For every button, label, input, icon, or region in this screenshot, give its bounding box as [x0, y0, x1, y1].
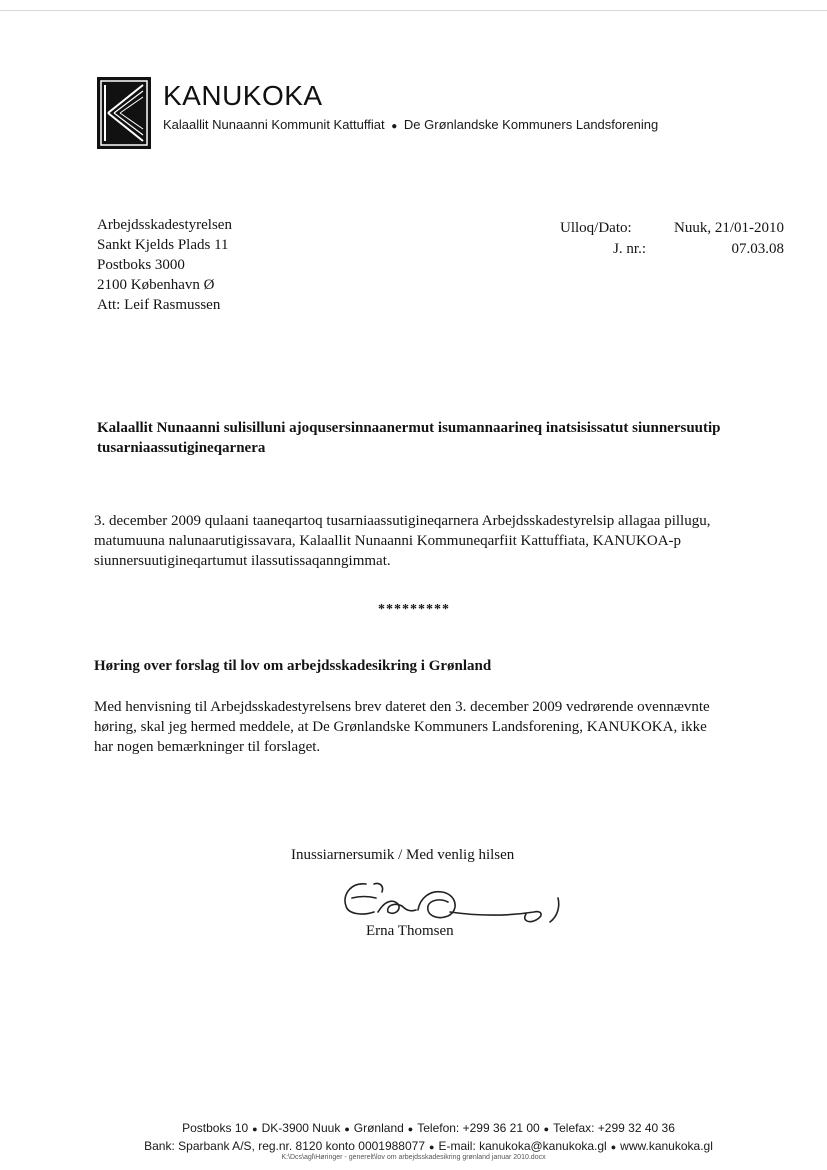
- footer-contact-line: [15, 1139, 827, 1153]
- org-name: KANUKOKA: [163, 80, 323, 111]
- date-value: Nuuk, 21/01-2010: [674, 220, 784, 236]
- jnr-label: J. nr.:: [613, 241, 646, 257]
- bullet-icon: ●: [543, 1124, 550, 1134]
- date-row: [560, 218, 784, 239]
- bullet-icon: ●: [429, 1142, 435, 1152]
- footer-telefon: Telefon: +299 36 21 00: [417, 1121, 540, 1135]
- address-line: Arbejdsskadestyrelsen: [97, 217, 232, 233]
- address-line: 2100 København Ø: [97, 277, 215, 293]
- bullet-icon: ●: [407, 1124, 414, 1134]
- jnr-value: 07.03.08: [731, 241, 784, 257]
- bullet-icon: ●: [391, 121, 398, 132]
- address-line: Postboks 3000: [97, 257, 185, 273]
- org-subtitle: [163, 117, 723, 132]
- footer-web: www.kanukoka.gl: [620, 1139, 713, 1153]
- footer-filepath: K:\Dcs\agl\Høringer - generelt\lov om arbejdsskadesikring grønland januar 2010.docx: [281, 1154, 546, 1161]
- body-paragraph-danish: Med henvisning til Arbejdsskadestyrelsens brev dateret den 3. december 2009 vedrørende ovennævnte høring, skal jeg hermed meddele, at De Grønlandske Kommuners Landsforening, KANUKOKA, ikke har nogen bemærkninger til forslaget.: [94, 699, 710, 755]
- address-line: Att: Leif Rasmussen: [97, 297, 221, 313]
- section-separator: *********: [378, 602, 450, 617]
- date-label: Ulloq/Dato:: [560, 220, 632, 236]
- org-subtitle-greenlandic: Kalaallit Nunaanni Kommunit Kattuffiat: [163, 117, 385, 132]
- footer-telefax: Telefax: +299 32 40 36: [553, 1121, 675, 1135]
- kanukoka-logo-icon: [97, 77, 151, 149]
- bullet-icon: ●: [610, 1142, 617, 1152]
- footer-postboks: Postboks 10: [182, 1121, 249, 1135]
- footer-email: E-mail: kanukoka@kanukoka.gl: [438, 1139, 607, 1153]
- subject-heading-danish: Høring over forslag til lov om arbejdsskadesikring i Grønland: [94, 658, 492, 674]
- letter-meta: [560, 218, 784, 260]
- bullet-icon: ●: [252, 1124, 258, 1134]
- body-paragraph-greenlandic: 3. december 2009 qulaani taaneqartoq tusarniaassutigineqarnera Arbejdsskadestyrelsip allagaa pillugu, matumuuna nalunaarutigissavara, Kalaallit Nunaanni Kommuneqarfiit Kattuffiata, KANUKOA-p siunnersuutigineqartumut ilassutissaqanngimmat.: [94, 513, 711, 569]
- footer-address-line: [15, 1121, 827, 1135]
- subject-heading-greenlandic: Kalaallit Nunaanni sulisilluni ajoqusersinnaanermut isumannaarineq inatsisissatut siunnersuutip tusarniaassutigineqarnera: [97, 420, 721, 456]
- scan-edge-line: [0, 10, 827, 11]
- jnr-row: [560, 239, 784, 260]
- recipient-address: [97, 215, 232, 315]
- footer-country: Grønland: [353, 1121, 404, 1135]
- bullet-icon: ●: [344, 1124, 350, 1134]
- address-line: Sankt Kjelds Plads 11: [97, 237, 229, 253]
- footer-postal: DK-3900 Nuuk: [261, 1121, 341, 1135]
- closing-greeting: Inussiarnersumik / Med venlig hilsen: [291, 847, 515, 863]
- org-subtitle-danish: De Grønlandske Kommuners Landsforening: [403, 117, 659, 132]
- signer-name: Erna Thomsen: [366, 923, 454, 939]
- footer-bank: Bank: Sparbank A/S, reg.nr. 8120 konto 0001988077: [144, 1139, 426, 1153]
